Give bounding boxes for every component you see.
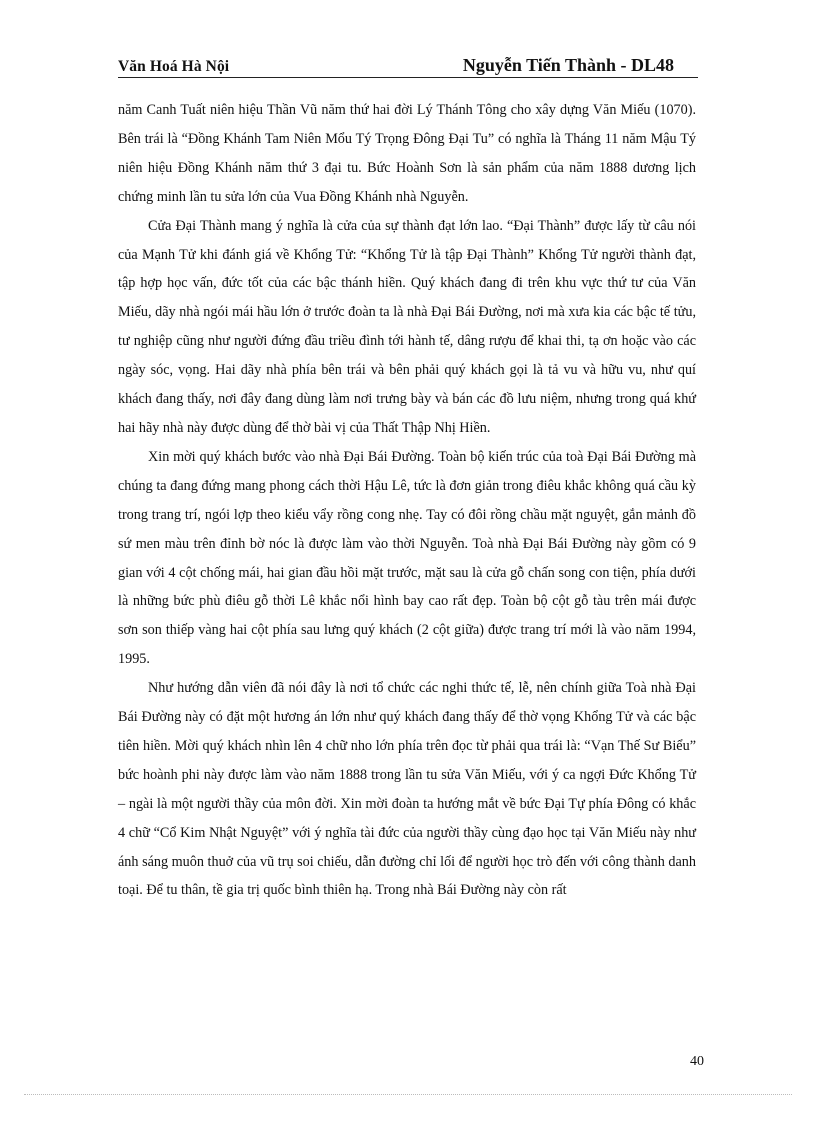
document-body xyxy=(118,96,696,905)
paragraph-2: Cửa Đại Thành mang ý nghĩa là cửa của sự thành đạt lớn lao. “Đại Thành” được lấy từ câu nói của Mạnh Tử khi đánh giá về Khổng Tử: “Khổng Tử là tập Đại Thành” Khổng Tử người thành đạt, tập hợp học vấn, đức tốt của các bậc thánh hiền. Quý khách đang đi trên khu vực thứ tư của Văn Miếu, dãy nhà ngói mái hầu lớn ở trước đoàn ta là nhà Đại Bái Đường, nơi mà xưa kia các bậc tế tửu, tư nghiệp cũng như người đứng đầu triều đình tới hành tế, dâng rượu để khai thi, tạ ơn hoặc vào các ngày sóc, vọng. Hai dãy nhà phía bên trái và bên phải quý khách gọi là tả vu và hữu vu, như quí khách đang thấy, nơi đây đang dùng làm nơi trưng bày và bán các đồ lưu niệm, nhưng trong quá khứ hai hãy nhà này được dùng để thờ bài vị của Thất Thập Nhị Hiền. xyxy=(118,217,696,436)
page-header xyxy=(118,52,698,78)
header-author: Nguyễn Tiến Thành - DL48 xyxy=(462,55,674,75)
page-number: 40 xyxy=(690,1054,704,1069)
paragraph-1: năm Canh Tuất niên hiệu Thần Vũ năm thứ hai đời Lý Thánh Tông cho xây dựng Văn Miếu (1070). Bên trái là “Đồng Khánh Tam Niên Mổu Tý Trọng Đông Đại Tu” có nghĩa là Tháng 11 năm Mậu Tý niên hiệu Đồng Khánh năm thứ 3 đại tu. Bức Hoành Sơn là sản phẩm của năm 1888 dương lịch chứng minh lần tu sửa lớn của Vua Đồng Khánh nhà Nguyễn. xyxy=(118,102,696,205)
paragraph-4: Như hướng dẫn viên đã nói đây là nơi tổ chức các nghi thức tế, lễ, nên chính giữa Toà nhà Đại Bái Đường này có đặt một hương án lớn như quý khách đang thấy để thờ vọng Khổng Tử và các bậc tiên hiền. Mời quý khách nhìn lên 4 chữ nho lớn phía trên đọc từ phải qua trái là: “Vạn Thế Sư Biểu” bức hoành phi này được làm vào năm 1888 trong lần tu sửa Văn Miếu, với ý ca ngợi Đức Khổng Tử – ngài là một người thầy của môn đời. Xin mời đoàn ta hướng mắt về bức Đại Tự phía Đông có khắc 4 chữ “Cổ Kim Nhật Nguyệt” với ý nghĩa tài đức của người thầy cùng đạo học tại Văn Miếu này như ánh sáng muôn thuở của vũ trụ soi chiếu, dẫn đường chỉ lối để người học trò đến với công thành danh toại. Để tu thân, tề gia trị quốc bình thiên hạ. Trong nhà Bái Đường này còn rất xyxy=(118,680,696,899)
page-bottom-border xyxy=(24,1094,792,1095)
header-left-title: Văn Hoá Hà Nội xyxy=(118,58,230,75)
paragraph-3: Xin mời quý khách bước vào nhà Đại Bái Đường. Toàn bộ kiến trúc của toà Đại Bái Đường mà chúng ta đang đứng mang phong cách thời Hậu Lê, tức là đơn giản trong điêu khắc không quá cầu kỳ trong trang trí, ngói lợp theo kiểu vẩy rồng cong nhẹ. Tay có đôi rồng chầu mặt nguyệt, gắn mảnh đồ sứ men màu trên đỉnh bờ nóc là được làm vào thời Nguyễn. Toà nhà Đại Bái Đường này gồm có 9 gian với 4 cột chống mái, hai gian đầu hồi mặt trước, mặt sau là cửa gỗ chấn song con tiện, phía dưới là những bức phù điêu gỗ thời Lê khắc nổi hình bay cao rất đẹp. Toàn bộ cột gỗ tàu trên mái được sơn son thiếp vàng hai cột phía sau lưng quý khách (2 cột giữa) được trang trí mới là vào năm 1994, 1995. xyxy=(118,448,696,668)
